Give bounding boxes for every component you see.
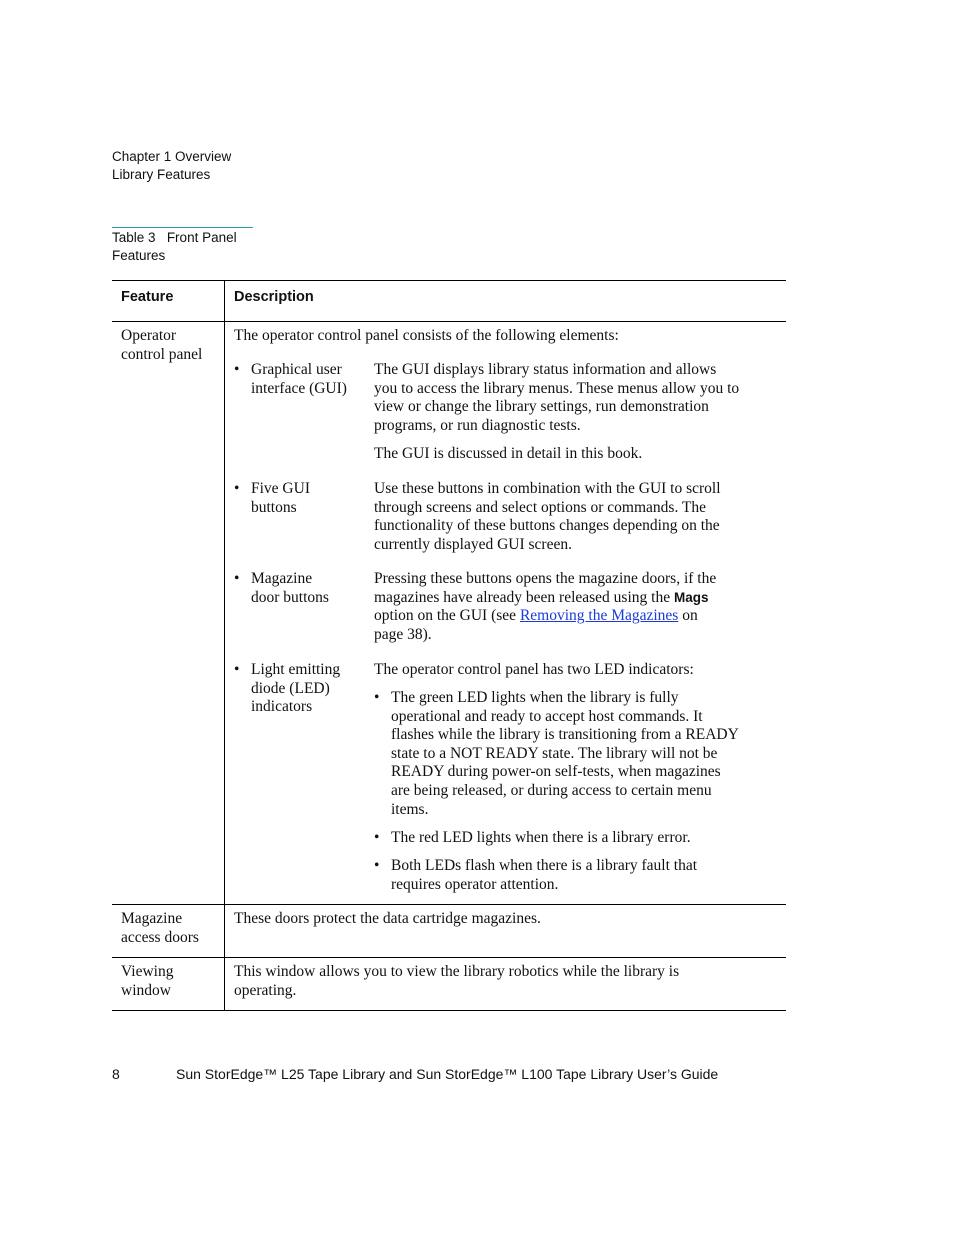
bullet-icon: •	[234, 361, 240, 378]
magazine-access-doors-description: These doors protect the data cartridge magazines.	[234, 910, 541, 927]
bullet-icon: •	[374, 689, 380, 706]
column-divider	[224, 281, 225, 1010]
operator-panel-intro: The operator control panel consists of the following elements:	[234, 327, 619, 344]
footer-title: Sun StorEdge™ L25 Tape Library and Sun StorEdge™ L100 Tape Library User’s Guide	[176, 1066, 719, 1082]
viewing-window-description: This window allows you to view the library robotics while the library is operating.	[234, 963, 680, 999]
page-number: 8	[112, 1066, 120, 1082]
caption-title: Front Panel	[166, 230, 237, 245]
header-feature: Feature	[121, 289, 174, 305]
bullet-icon: •	[234, 661, 240, 678]
table-bottom-rule	[112, 1010, 786, 1011]
feature-magazine-access-doors: Magazine access doors	[121, 910, 199, 946]
led-description-intro: The operator control panel has two LED indicators:	[374, 661, 694, 678]
chapter-title: Chapter 1 Overview	[112, 149, 232, 164]
caption-label: Table 3	[112, 230, 156, 245]
feature-operator-control-panel: Operator control panel	[121, 327, 203, 363]
running-head	[112, 148, 231, 183]
bullet-icon: •	[234, 570, 240, 587]
table-row-rule	[112, 957, 786, 958]
removing-magazines-link[interactable]: Removing the Magazines	[519, 607, 679, 625]
table-header-rule	[112, 321, 786, 322]
caption-rule	[112, 227, 253, 228]
header-description: Description	[234, 289, 314, 305]
bullet-icon: •	[374, 857, 380, 874]
mags-option-label: Mags	[673, 589, 709, 605]
magazine-door-buttons-description: Pressing these buttons opens the magazine doors, if the magazines have already been released using the Mags option on the GUI (see Removing the Magazines on page 38).	[374, 570, 717, 643]
table-caption	[112, 229, 272, 264]
table-top-rule	[112, 280, 786, 281]
caption-title-continued: Features	[112, 247, 166, 263]
gui-note: The GUI is discussed in detail in this book.	[374, 445, 643, 462]
table-row-rule	[112, 904, 786, 905]
bullet-icon: •	[234, 480, 240, 497]
section-title: Library Features	[112, 166, 211, 182]
bullet-icon: •	[374, 829, 380, 846]
gui-buttons-description: Use these buttons in combination with the GUI to scroll through screens and select options or commands. The functionality of these buttons changes depending on the currently displayed GUI screen.	[374, 480, 721, 553]
gui-description: The GUI displays library status information and allows you to access the library menus. These menus allow you to view or change the library settings, run demonstration programs, or run diagnostic tests.	[374, 361, 740, 434]
feature-viewing-window: Viewing window	[121, 963, 174, 999]
